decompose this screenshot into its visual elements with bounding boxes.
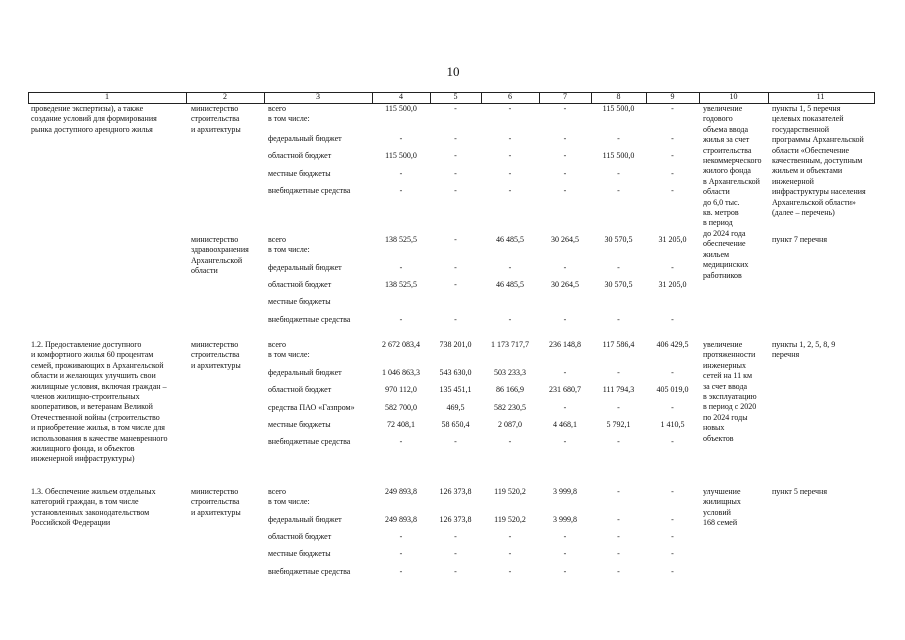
amount-cell: - <box>508 186 512 195</box>
funding-source: местные бюджеты <box>268 297 331 306</box>
amount-cell: 30 264,5 <box>551 280 579 289</box>
amount-cell: - <box>671 263 674 272</box>
amount-cell: - <box>508 532 512 541</box>
funding-source: местные бюджеты <box>268 169 331 178</box>
responsible-org: министерство строительства и архитектуры <box>191 104 241 134</box>
amount-cell: - <box>671 151 674 160</box>
amount-cell: - <box>617 186 620 195</box>
funding-source: областной бюджет <box>268 385 332 394</box>
amount-cell: - <box>563 315 567 324</box>
amount-cell: - <box>617 567 620 576</box>
amount-cell: 1 410,5 <box>660 420 685 429</box>
amount-cell: 236 148,8 <box>549 340 581 349</box>
funding-source: федеральный бюджет <box>268 515 342 524</box>
amount-cell: - <box>617 315 620 324</box>
amount-cell: - <box>563 169 567 178</box>
amount-cell: 1 173 717,7 <box>491 340 529 349</box>
amount-cell: 111 794,3 <box>602 385 635 394</box>
amount-cell: 135 451,1 <box>439 385 472 394</box>
amount-cell: 119 520,2 <box>494 515 526 524</box>
amount-cell: - <box>399 315 403 324</box>
amount-cell: 1 046 863,3 <box>382 368 420 377</box>
amount-cell: 582 230,5 <box>494 403 526 412</box>
funding-source: федеральный бюджет <box>268 263 342 272</box>
amount-cell: - <box>671 437 674 446</box>
amount-cell: 2 087,0 <box>498 420 522 429</box>
amount-cell: 543 630,0 <box>439 368 472 377</box>
amount-cell: - <box>563 134 567 143</box>
amount-cell: - <box>563 549 567 558</box>
expected-result: увеличение протяженности инженерных сетей на 11 км за счет ввода в эксплуатацию в период с 2020 по 2024 годы новых объектов <box>703 340 757 443</box>
amount-cell: - <box>617 437 620 446</box>
amount-cell: - <box>508 104 512 113</box>
measure-description: проведение экспертизы), а также создание условий для формирования рынка доступного арендного жилья <box>31 104 157 134</box>
amount-cell: 30 264,5 <box>551 235 579 244</box>
amount-cell: - <box>671 134 674 143</box>
amount-cell: 115 500,0 <box>385 104 417 113</box>
amount-cell: - <box>454 437 457 446</box>
amount-cell: - <box>563 263 567 272</box>
amount-cell: - <box>563 368 567 377</box>
amount-cell: - <box>671 403 674 412</box>
amount-cell: - <box>508 315 512 324</box>
amount-cell: - <box>617 515 620 524</box>
amount-cell: 46 485,5 <box>496 280 524 289</box>
amount-cell: 115 500,0 <box>385 151 417 160</box>
amount-cell: - <box>671 549 674 558</box>
header-cell-2: 2 <box>223 92 227 101</box>
expected-result: увеличение годового объема ввода жилья за счет строительства некоммерческого жилого фонда в Архангельской области до 6,0 тыс. кв. метров в период до 2024 года обеспечение жильем медицинских работников <box>703 104 762 280</box>
amount-cell: - <box>454 186 457 195</box>
amount-cell: - <box>671 104 674 113</box>
amount-cell: 72 408,1 <box>387 420 415 429</box>
amount-cell: - <box>617 532 620 541</box>
funding-source: местные бюджеты <box>268 549 331 558</box>
funding-source: средства ПАО «Газпром» <box>268 403 355 412</box>
amount-cell: 249 893,8 <box>385 515 417 524</box>
header-cell-3: 3 <box>316 92 320 101</box>
target-indicator: пункты 1, 5 перечня целевых показателей государственной программы Архангельской области «Обеспечение качественным, доступным жильем и объектами инженерной инфраструктуры населения Архангельской области» (далее – перечень) <box>772 104 866 218</box>
amount-cell: - <box>671 487 674 496</box>
target-indicator: пункты 1, 2, 5, 8, 9 перечня <box>772 340 836 360</box>
amount-cell: - <box>563 532 567 541</box>
amount-cell: - <box>671 368 674 377</box>
amount-cell: 31 205,0 <box>658 235 687 244</box>
amount-cell: - <box>454 151 457 160</box>
header-cell-5: 5 <box>453 92 458 101</box>
funding-source: областной бюджет <box>268 532 332 541</box>
amount-cell: - <box>508 169 512 178</box>
amount-cell: - <box>399 263 403 272</box>
amount-cell: - <box>563 437 567 446</box>
amount-cell: - <box>617 403 620 412</box>
amount-cell: 58 650,4 <box>441 420 470 429</box>
amount-cell: 138 525,5 <box>385 235 417 244</box>
amount-cell: 31 205,0 <box>658 280 687 289</box>
amount-cell: 2 672 083,4 <box>382 340 420 349</box>
amount-cell: 30 570,5 <box>604 235 633 244</box>
amount-cell: - <box>508 263 512 272</box>
amount-cell: 86 166,9 <box>496 385 524 394</box>
amount-cell: 30 570,5 <box>604 280 633 289</box>
amount-cell: - <box>399 567 403 576</box>
amount-cell: - <box>454 134 457 143</box>
amount-cell: 249 893,8 <box>385 487 417 496</box>
amount-cell: - <box>617 549 620 558</box>
funding-source: всего в том числе: <box>268 340 310 360</box>
amount-cell: 119 520,2 <box>494 487 526 496</box>
amount-cell: - <box>508 151 512 160</box>
responsible-org: министерство строительства и архитектуры <box>191 487 241 517</box>
amount-cell: 231 680,7 <box>549 385 581 394</box>
amount-cell: - <box>671 515 674 524</box>
funding-source: федеральный бюджет <box>268 134 342 143</box>
amount-cell: - <box>454 567 457 576</box>
amount-cell: - <box>671 186 674 195</box>
funding-source: областной бюджет <box>268 151 332 160</box>
header-cell-10: 10 <box>729 92 738 101</box>
target-indicator: пункт 7 перечня <box>772 235 828 244</box>
header-cell-8: 8 <box>616 92 621 101</box>
amount-cell: - <box>508 134 512 143</box>
amount-cell: - <box>617 487 620 496</box>
amount-cell: - <box>671 532 674 541</box>
amount-cell: - <box>563 151 567 160</box>
amount-cell: - <box>454 104 457 113</box>
amount-cell: - <box>671 315 674 324</box>
amount-cell: - <box>563 403 567 412</box>
amount-cell: - <box>454 263 457 272</box>
amount-cell: - <box>454 169 457 178</box>
expected-result: улучшение жилищных условий 168 семей <box>703 487 741 528</box>
amount-cell: 117 586,4 <box>602 340 635 349</box>
amount-cell: - <box>508 567 512 576</box>
funding-source: внебюджетные средства <box>268 186 351 195</box>
amount-cell: 738 201,0 <box>439 340 472 349</box>
amount-cell: 5 792,1 <box>606 420 631 429</box>
amount-cell: - <box>617 263 620 272</box>
funding-source: местные бюджеты <box>268 420 331 429</box>
page-number: 10 <box>446 64 460 79</box>
amount-cell: 115 500,0 <box>602 104 635 113</box>
amount-cell: 406 429,5 <box>656 340 689 349</box>
header-cell-7: 7 <box>563 92 567 101</box>
funding-source: всего в том числе: <box>268 104 310 124</box>
amount-cell: - <box>454 549 457 558</box>
header-cell-9: 9 <box>670 92 675 101</box>
header-cell-1: 1 <box>105 92 109 101</box>
funding-source: внебюджетные средства <box>268 567 351 576</box>
amount-cell: - <box>454 315 457 324</box>
amount-cell: 582 700,0 <box>385 403 417 412</box>
amount-cell: - <box>399 186 403 195</box>
amount-cell: - <box>617 368 620 377</box>
amount-cell: - <box>617 134 620 143</box>
funding-source: всего в том числе: <box>268 487 310 507</box>
target-indicator: пункт 5 перечня <box>772 487 828 496</box>
responsible-org: министерство строительства и архитектуры <box>191 340 241 370</box>
amount-cell: 469,5 <box>446 403 465 412</box>
amount-cell: 115 500,0 <box>602 151 635 160</box>
header-cell-11: 11 <box>816 92 825 101</box>
amount-cell: - <box>399 169 403 178</box>
funding-source: внебюджетные средства <box>268 437 351 446</box>
amount-cell: - <box>399 532 403 541</box>
amount-cell: - <box>399 549 403 558</box>
amount-cell: 126 373,8 <box>439 487 472 496</box>
responsible-org: министерство здравоохранения Архангельской области <box>191 235 249 276</box>
amount-cell: - <box>454 280 457 289</box>
funding-source: всего в том числе: <box>268 235 310 255</box>
amount-cell: - <box>563 186 567 195</box>
amount-cell: - <box>563 104 567 113</box>
funding-source: областной бюджет <box>268 280 332 289</box>
amount-cell: 138 525,5 <box>385 280 417 289</box>
amount-cell: - <box>399 437 403 446</box>
amount-cell: - <box>508 549 512 558</box>
funding-source: федеральный бюджет <box>268 368 342 377</box>
header-cell-6: 6 <box>508 92 512 101</box>
header-cell-4: 4 <box>399 92 403 101</box>
amount-cell: - <box>454 235 457 244</box>
amount-cell: 4 468,1 <box>553 420 577 429</box>
amount-cell: - <box>671 169 674 178</box>
amount-cell: 970 112,0 <box>385 385 417 394</box>
amount-cell: - <box>399 134 403 143</box>
measure-description: 1.2. Предоставление доступного и комфортного жилья 60 процентам семей, проживающих в Архангельской области и желающих улучшить свои жилищные условия, включая граждан – членов жилищно-строительных кооперативов, и ветеранам Великой Отечественной войны (строительство и приобретение жилья, в том числе для использования в качестве маневренного жилищного фонда, и объектов инженерной инфраструктуры) <box>31 340 168 464</box>
amount-cell: 126 373,8 <box>439 515 472 524</box>
amount-cell: 3 999,8 <box>553 487 577 496</box>
amount-cell: - <box>563 567 567 576</box>
amount-cell: 405 019,0 <box>656 385 689 394</box>
amount-cell: 3 999,8 <box>553 515 577 524</box>
amount-cell: 503 233,3 <box>494 368 526 377</box>
amount-cell: 46 485,5 <box>496 235 524 244</box>
amount-cell: - <box>454 532 457 541</box>
amount-cell: - <box>671 567 674 576</box>
measure-description: 1.3. Обеспечение жильем отдельных категорий граждан, в том числе установленных законодательством Российской Федерации <box>31 487 156 528</box>
amount-cell: - <box>617 169 620 178</box>
amount-cell: - <box>508 437 512 446</box>
funding-source: внебюджетные средства <box>268 315 351 324</box>
